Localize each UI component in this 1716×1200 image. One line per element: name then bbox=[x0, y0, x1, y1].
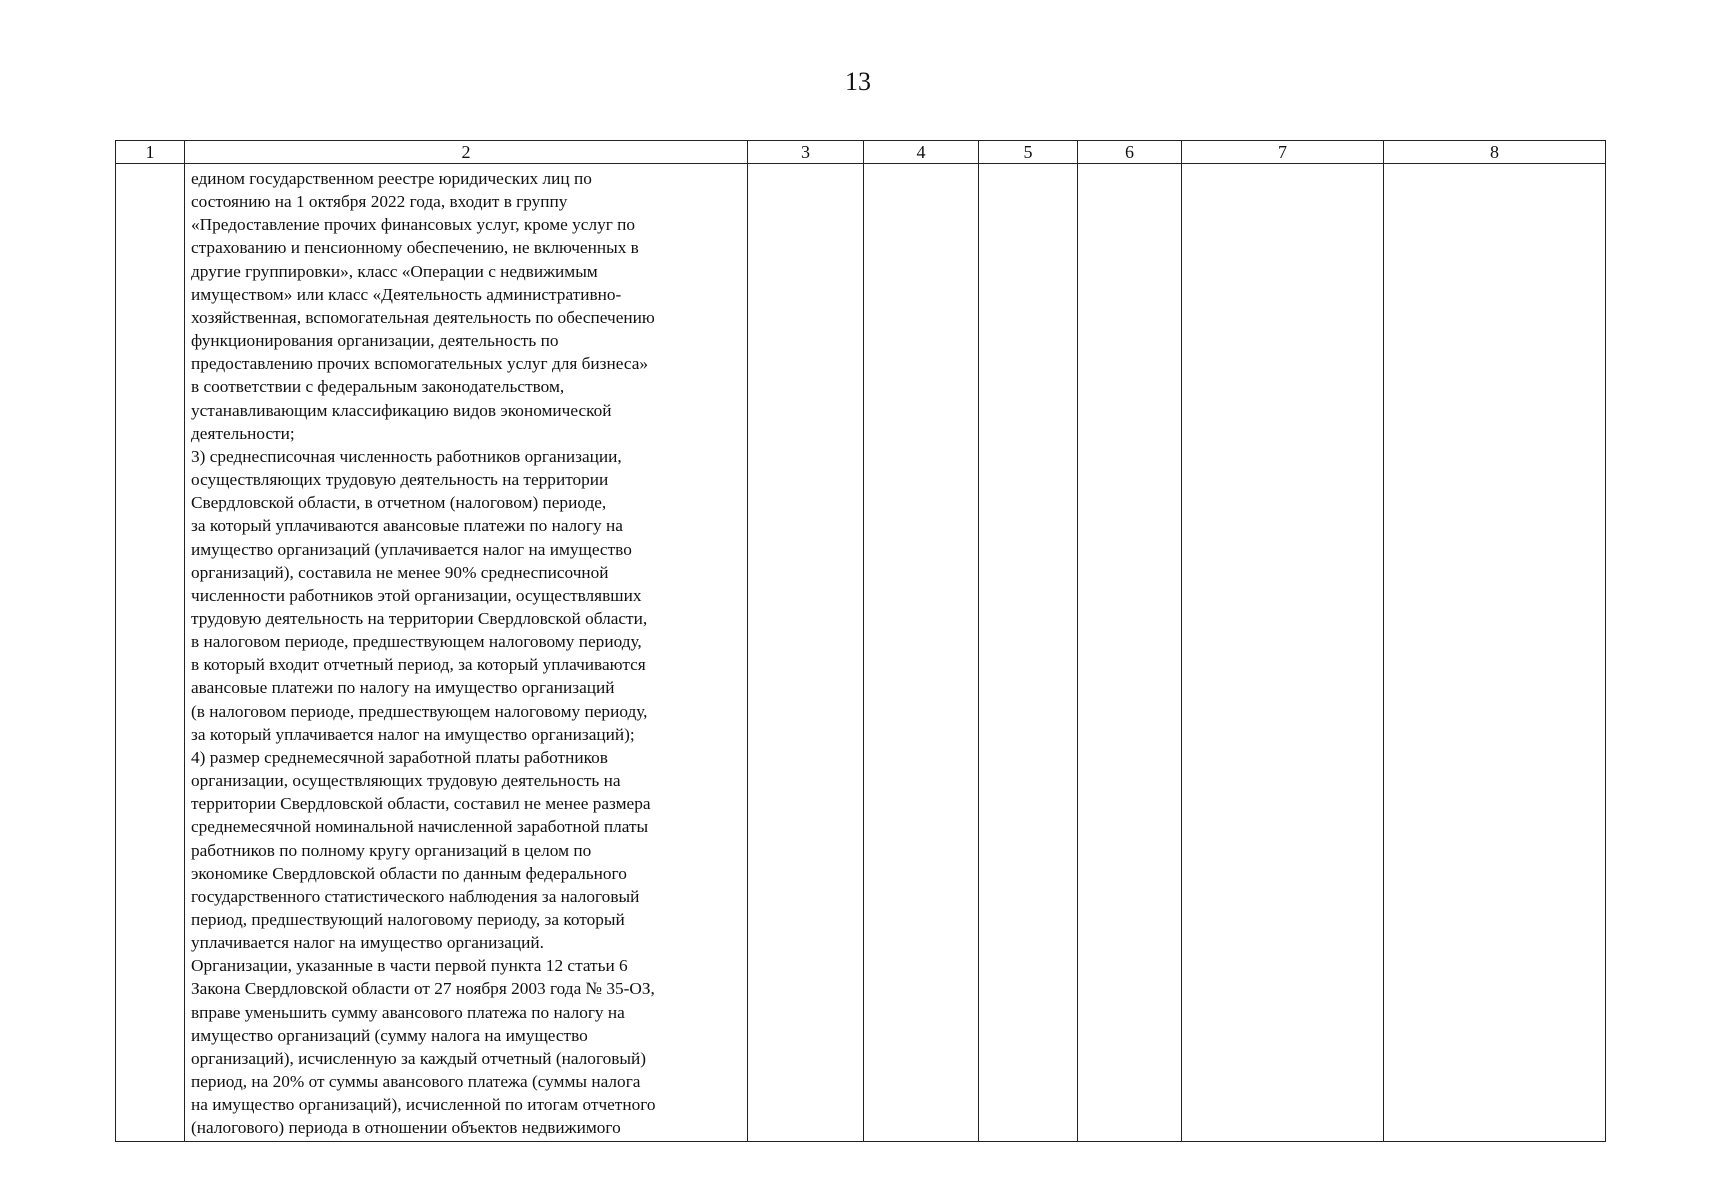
text-line: период, предшествующий налоговому периоду, за который bbox=[191, 910, 625, 929]
column-header-2: 2 bbox=[185, 141, 748, 164]
text-line: едином государственном реестре юридических лиц по bbox=[191, 169, 592, 188]
text-line: Свердловской области, в отчетном (налоговом) периоде, bbox=[191, 493, 607, 513]
text-line: осуществляющих трудовую деятельность на территории bbox=[191, 470, 609, 490]
text-line: хозяйственная, вспомогательная деятельность по обеспечению bbox=[191, 307, 655, 327]
text-line: имущество организаций (сумму налога на имущество bbox=[191, 1025, 588, 1045]
text-line: (в налоговом периоде, предшествующем налоговому периоду, bbox=[191, 701, 648, 721]
text-line: уплачивается налог на имущество организаций. bbox=[191, 933, 544, 953]
column-header-4: 4 bbox=[864, 141, 979, 164]
text-line: деятельности; bbox=[191, 423, 295, 443]
text-line: среднемесячной номинальной начисленной заработной платы bbox=[191, 817, 649, 837]
column-header-3: 3 bbox=[748, 141, 864, 164]
text-line: другие группировки», класс «Операции с недвижимым bbox=[191, 261, 598, 281]
text-line: состоянию на 1 октября 2022 года, входит в группу bbox=[191, 192, 568, 212]
cell-col-7 bbox=[1182, 164, 1384, 1142]
text-line: Закона Свердловской области от 27 ноября 2003 года № 35-ОЗ, bbox=[191, 979, 655, 999]
text-line: 4) размер среднемесячной заработной платы работников bbox=[191, 747, 608, 767]
column-header-5: 5 bbox=[979, 141, 1078, 164]
text-line: предоставлению прочих вспомогательных услуг для бизнеса» bbox=[191, 354, 649, 374]
page-number: 13 bbox=[845, 67, 871, 96]
cell-col-6 bbox=[1078, 164, 1182, 1142]
text-line: трудовую деятельность на территории Свердловской области, bbox=[191, 608, 648, 628]
text-line: работников по полному кругу организаций в целом по bbox=[191, 840, 592, 860]
text-line: численности работников этой организации, осуществлявших bbox=[191, 585, 642, 605]
cell-col-1 bbox=[116, 164, 185, 1142]
text-line: за который уплачиваются авансовые платежи по налогу на bbox=[191, 516, 623, 536]
text-line: вправе уменьшить сумму авансового платежа по налогу на bbox=[191, 1002, 625, 1022]
cell-col-3 bbox=[748, 164, 864, 1142]
text-line: имущество организаций (уплачивается налог на имущество bbox=[191, 539, 632, 559]
cell-col-4 bbox=[864, 164, 979, 1142]
table-row bbox=[116, 164, 1606, 1142]
text-line: 3) среднесписочная численность работников организации, bbox=[191, 446, 622, 466]
text-line: государственного статистического наблюдения за налоговый bbox=[191, 886, 640, 906]
cell-col-5 bbox=[979, 164, 1078, 1142]
cell-col-2 bbox=[185, 164, 748, 1142]
column-header-7: 7 bbox=[1182, 141, 1384, 164]
text-line: в соответствии с федеральным законодательством, bbox=[191, 377, 565, 397]
text-line: (налогового) периода в отношении объектов недвижимого bbox=[191, 1118, 621, 1138]
document-table bbox=[115, 140, 1606, 1142]
text-line: на имущество организаций), исчисленной по итогам отчетного bbox=[191, 1095, 656, 1115]
text-line: устанавливающим классификацию видов экономической bbox=[191, 400, 612, 420]
text-line: «Предоставление прочих финансовых услуг, кроме услуг по bbox=[191, 215, 636, 235]
column-header-1: 1 bbox=[116, 141, 185, 164]
conditions-text bbox=[185, 164, 747, 1140]
cell-col-8 bbox=[1384, 164, 1606, 1142]
text-line: организаций), исчисленную за каждый отчетный (налоговый) bbox=[191, 1048, 647, 1068]
text-line: в налоговом периоде, предшествующем налоговому периоду, bbox=[191, 632, 642, 652]
text-line: Организации, указанные в части первой пункта 12 статьи 6 bbox=[191, 956, 628, 976]
header-row bbox=[116, 141, 1606, 164]
column-header-8: 8 bbox=[1384, 141, 1606, 164]
text-line: организации, осуществляющих трудовую деятельность на bbox=[191, 771, 621, 791]
text-line: период, на 20% от суммы авансового платежа (суммы налога bbox=[191, 1072, 641, 1092]
text-line: авансовые платежи по налогу на имущество организаций bbox=[191, 678, 615, 698]
text-line: функционирования организации, деятельность по bbox=[191, 331, 559, 351]
text-line: имуществом» или класс «Деятельность административно- bbox=[191, 284, 622, 304]
text-line: организаций), составила не менее 90% среднесписочной bbox=[191, 562, 609, 582]
text-line: страхованию и пенсионному обеспечению, не включенных в bbox=[191, 238, 639, 258]
text-line: за который уплачивается налог на имущество организаций); bbox=[191, 724, 635, 744]
text-line: экономике Свердловской области по данным федерального bbox=[191, 863, 627, 883]
text-line: в который входит отчетный период, за который уплачиваются bbox=[191, 655, 646, 675]
text-line: территории Свердловской области, составил не менее размера bbox=[191, 794, 651, 814]
column-header-6: 6 bbox=[1078, 141, 1182, 164]
